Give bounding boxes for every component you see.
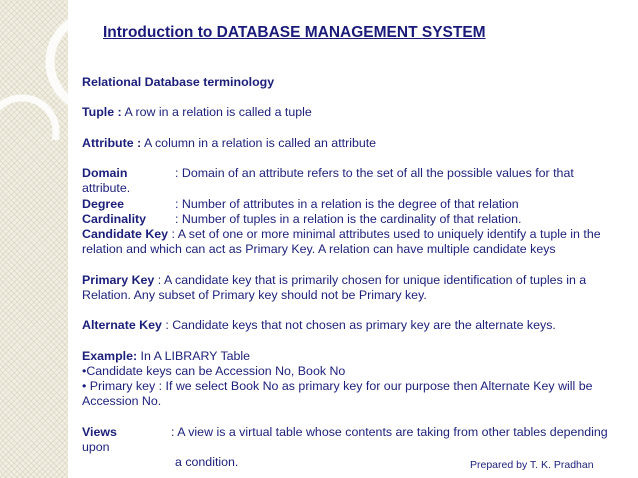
tuple-definition: Tuple : A row in a relation is called a tuple	[82, 105, 312, 120]
degree-definition: Degree : Number of attributes in a relation is the degree of that relation	[82, 196, 519, 211]
attribute-definition: Attribute : A column in a relation is called an attribute	[82, 135, 377, 150]
candidate-key-definition: Candidate Key : A set of one or more minimal attributes used to uniquely identify a tuple in the relation and which can act as Primary Key. A relation can have multiple candidate keys	[82, 226, 601, 257]
cardinality-definition: Cardinality : Number of tuples in a relation is the cardinality of that relation.	[82, 211, 522, 226]
primary-key-definition: Primary Key : A candidate key that is primarily chosen for unique identification of tuples in a Relation. Any subset of Primary key should not be Primary key.	[82, 272, 587, 302]
alternate-key-definition: Alternate Key : Candidate keys that not chosen as primary key are the alternate keys.	[82, 318, 556, 333]
domain-definition: Domain : Domain of an attribute refers to the set of all the possible values for that attribute.	[82, 166, 574, 196]
section-heading: Relational Database terminology	[82, 75, 275, 89]
example-bullet-primary: • Primary key : If we select Book No as primary key for our purpose then Alternate Key will be Accession No.	[82, 378, 593, 409]
decorative-circle-small	[0, 98, 56, 140]
author-credit: Prepared by T. K. Pradhan	[470, 459, 594, 471]
views-continuation: a condition.	[175, 454, 239, 469]
views-definition: Views : A view is a virtual table whose contents are taking from other tables depending upon	[82, 424, 608, 454]
page-title: Introduction to DATABASE MANAGEMENT SYSTEM	[103, 24, 486, 41]
example-heading: Example: In A LIBRARY Table	[82, 348, 251, 363]
example-bullet-candidate: •Candidate keys can be Accession No, Book No	[82, 363, 346, 378]
slide-content	[82, 75, 614, 470]
